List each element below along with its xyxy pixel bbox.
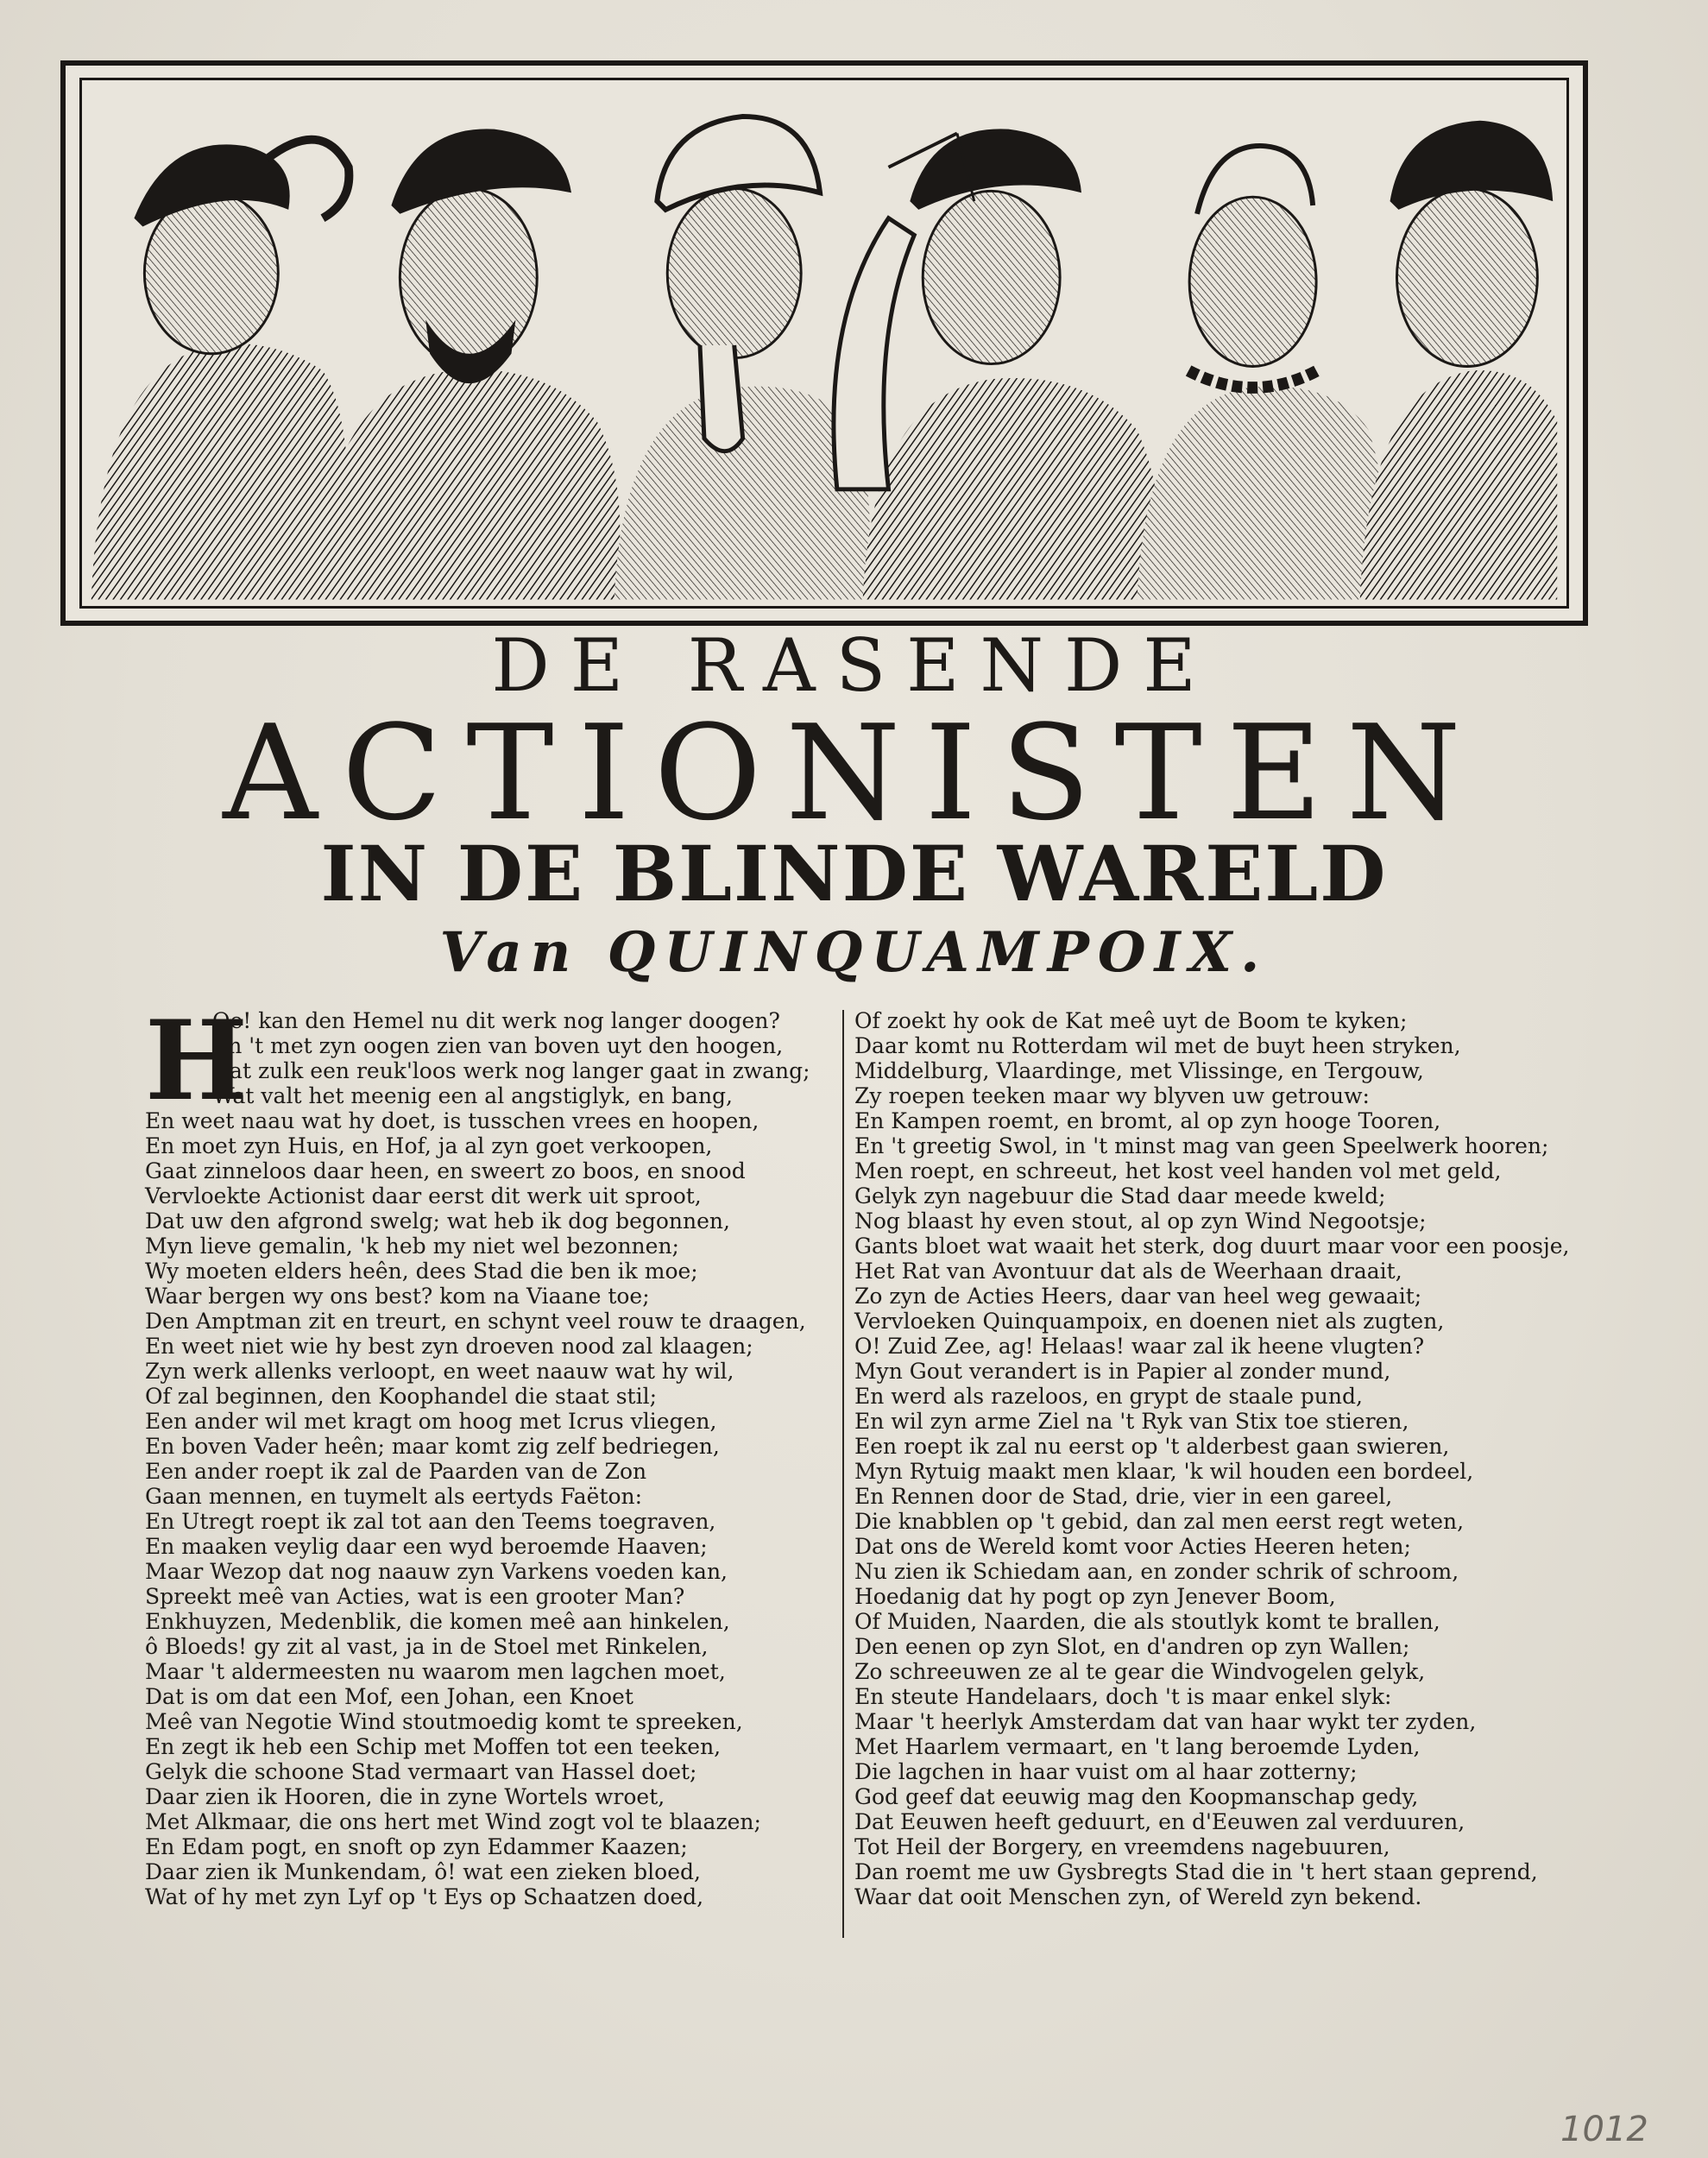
poem-line: En steute Handelaars, doch 't is maar enkel slyk: [854, 1684, 1392, 1709]
poem-line: Gelyk die schoone Stad vermaart van Hassel doet; [145, 1759, 697, 1784]
poem-line: Zo zyn de Acties Heers, daar van heel weg gewaait; [854, 1284, 1422, 1309]
figure-1 [91, 140, 350, 600]
poem-line: Met Alkmaar, die ons hert met Wind zogt vol te blaazen; [145, 1809, 761, 1834]
poem-line: En 't greetig Swol, in 't minst mag van geen Speelwerk hooren; [854, 1133, 1549, 1158]
woodcut-figures [66, 66, 1583, 621]
poem-line: Spreekt meê van Acties, wat is een grooter Man? [145, 1584, 685, 1609]
poem-line: Gants bloet wat waait het sterk, dog duurt maar voor een poosje, [854, 1234, 1570, 1259]
poem-line: Wat of hy met zyn Lyf op 't Eys op Schaatzen doed, [145, 1884, 704, 1909]
poem-line: En moet zyn Huis, en Hof, ja al zyn goet verkoopen, [145, 1133, 713, 1158]
title-line-3: IN DE BLINDE WARELD [320, 829, 1388, 918]
poem-line: Een ander wil met kragt om hoog met Icrus vliegen, [145, 1409, 717, 1434]
title-line-1: DE RASENDE [491, 623, 1217, 708]
poem-line: Meê van Negotie Wind stoutmoedig komt te spreeken, [145, 1709, 743, 1734]
poem-line: En weet naau wat hy doet, is tusschen vrees en hoopen, [145, 1108, 759, 1133]
poem-line: Dat zulk een reuk'loos werk nog langer gaat in zwang; [212, 1058, 810, 1083]
poem-line: God geef dat eeuwig mag den Koopmanschap gedy, [854, 1784, 1419, 1809]
poem-line: Waar dat ooit Menschen zyn, of Wereld zyn bekend. [854, 1884, 1422, 1909]
poem-line: En werd als razeloos, en grypt de staale pund, [854, 1384, 1363, 1409]
poem-line: Myn Rytuig maakt men klaar, 'k wil houden een bordeel, [854, 1459, 1474, 1484]
poem-line: Zo schreeuwen ze al te gear die Windvogelen gelyk, [854, 1659, 1426, 1684]
poem-column-right [854, 1008, 1570, 1909]
poem-line: Gelyk zyn nagebuur die Stad daar meede kweld; [854, 1183, 1386, 1208]
figure-6 [1360, 121, 1557, 600]
poem-line: Dat ons de Wereld komt voor Acties Heeren heten; [854, 1534, 1411, 1559]
poem-line: Daar komt nu Rotterdam wil met de buyt heen stryken, [854, 1033, 1461, 1058]
poem-line: En boven Vader heên; maar komt zig zelf bedriegen, [145, 1434, 720, 1459]
catalog-number: 1012 [1560, 2110, 1648, 2149]
poem-line: Dat is om dat een Mof, een Johan, een Knoet [145, 1684, 633, 1709]
poem-line: Daar zien ik Hooren, die in zyne Wortels wroet, [145, 1784, 665, 1809]
poem-line: Hoedanig dat hy pogt op zyn Jenever Boom, [854, 1584, 1336, 1609]
poem-line: En Utregt roept ik zal tot aan den Teems toegraven, [145, 1509, 716, 1534]
poem-line: Met Haarlem vermaart, en 't lang beroemde Lyden, [854, 1734, 1421, 1759]
poem-line: Den Amptman zit en treurt, en schynt veel rouw te draagen, [145, 1309, 806, 1334]
poem-line: Vervloekte Actionist daar eerst dit werk uit sproot, [145, 1183, 702, 1208]
poem-line: Tot Heil der Borgery, en vreemdens nagebuuren, [854, 1834, 1390, 1859]
poem-line: Vervloeken Quinquampoix, en doenen niet als zugten, [854, 1309, 1445, 1334]
figure-3 [615, 117, 870, 600]
poem-line: Wy moeten elders heên, dees Stad die ben ik moe; [145, 1259, 698, 1284]
figure-5 [1138, 146, 1384, 599]
poem-line: En 't met zyn oogen zien van boven uyt den hoogen, [212, 1033, 784, 1058]
poem-line: Wat valt het meenig een al angstiglyk, en bang, [212, 1083, 734, 1108]
poem-line: Die lagchen in haar vuist om al haar zotterny; [854, 1759, 1358, 1784]
poem-line: Oe! kan den Hemel nu dit werk nog langer doogen? [212, 1008, 780, 1033]
poem-line: Gaan mennen, en tuymelt als eertyds Faëton: [145, 1484, 643, 1509]
poem-line: Of Muiden, Naarden, die als stoutlyk komt te brallen, [854, 1609, 1440, 1634]
poem-line: En Edam pogt, en snoft op zyn Edammer Kaazen; [145, 1834, 688, 1859]
poem-line: Of zoekt hy ook de Kat meê uyt de Boom te kyken; [854, 1008, 1408, 1033]
woodcut-illustration [60, 60, 1588, 626]
poem-line: Den eenen op zyn Slot, en d'andren op zyn Wallen; [854, 1634, 1410, 1659]
poem-column-left [145, 997, 827, 1909]
poem-line: En Kampen roemt, en bromt, al op zyn hooge Tooren, [854, 1108, 1441, 1133]
poem-line: Het Rat van Avontuur dat als de Weerhaan draait, [854, 1259, 1402, 1284]
title-line-2: ACTIONISTEN [223, 697, 1485, 849]
column-divider [842, 1010, 844, 1938]
poem-line: Men roept, en schreeut, het kost veel handen vol met geld, [854, 1158, 1502, 1183]
poem-line: Zy roepen teeken maar wy blyven uw getrouw: [854, 1083, 1370, 1108]
poem-line: En zegt ik heb een Schip met Moffen tot een teeken, [145, 1734, 722, 1759]
poem-line: Enkhuyzen, Medenblik, die komen meê aan hinkelen, [145, 1609, 730, 1634]
poem-line: Maar Wezop dat nog naauw zyn Varkens voeden kan, [145, 1559, 728, 1584]
poem-line: Middelburg, Vlaardinge, met Vlissinge, en Tergouw, [854, 1058, 1424, 1083]
poem-line: Myn lieve gemalin, 'k heb my niet wel bezonnen; [145, 1234, 679, 1259]
poem-line: Maar 't heerlyk Amsterdam dat van haar wykt ter zyden, [854, 1709, 1477, 1734]
poem-line: Een ander roept ik zal de Paarden van de Zon [145, 1459, 647, 1484]
poem-line: Zyn werk allenks verloopt, en weet naauw wat hy wil, [145, 1359, 734, 1384]
title-line-4: Van QUINQUAMPOIX. [439, 920, 1269, 985]
poem-line: Nog blaast hy even stout, al op zyn Wind Negootsje; [854, 1208, 1427, 1234]
poem-line: Nu zien ik Schiedam aan, en zonder schrik of schroom, [854, 1559, 1459, 1584]
poem-line: Dan roemt me uw Gysbregts Stad die in 't hert staan geprend, [854, 1859, 1538, 1884]
poem-line: Maar 't aldermeesten nu waarom men lagchen moet, [145, 1659, 726, 1684]
poem-line: En weet niet wie hy best zyn droeven nood zal klaagen; [145, 1334, 753, 1359]
poem-line: Myn Gout verandert is in Papier al zonder mund, [854, 1359, 1391, 1384]
poem-line: En maaken veylig daar een wyd beroemde Haaven; [145, 1534, 708, 1559]
poem-line: Dat uw den afgrond swelg; wat heb ik dog begonnen, [145, 1208, 730, 1234]
figure-2 [314, 129, 620, 599]
poem-line: Gaat zinneloos daar heen, en sweert zo boos, en snood [145, 1158, 746, 1183]
poem-line: Een roept ik zal nu eerst op 't alderbest gaan swieren, [854, 1434, 1450, 1459]
poem-line: ô Bloeds! gy zit al vast, ja in de Stoel met Rinkelen, [145, 1634, 709, 1659]
poem-line: En wil zyn arme Ziel na 't Ryk van Stix toe stieren, [854, 1409, 1409, 1434]
poem-line: O! Zuid Zee, ag! Helaas! waar zal ik heene vlugten? [854, 1334, 1425, 1359]
drop-cap: H [145, 997, 249, 1125]
poem-line: Of zal beginnen, den Koophandel die staat stil; [145, 1384, 658, 1409]
poem-line: Dat Eeuwen heeft geduurt, en d'Eeuwen zal verduuren, [854, 1809, 1465, 1834]
figure-4 [834, 129, 1160, 599]
poem-line: Waar bergen wy ons best? kom na Viaane toe; [145, 1284, 650, 1309]
poem-line: En Rennen door de Stad, drie, vier in een gareel, [854, 1484, 1393, 1509]
poem-line: Die knabblen op 't gebid, dan zal men eerst regt weten, [854, 1509, 1465, 1534]
poem-line: Daar zien ik Munkendam, ô! wat een zieken bloed, [145, 1859, 701, 1884]
